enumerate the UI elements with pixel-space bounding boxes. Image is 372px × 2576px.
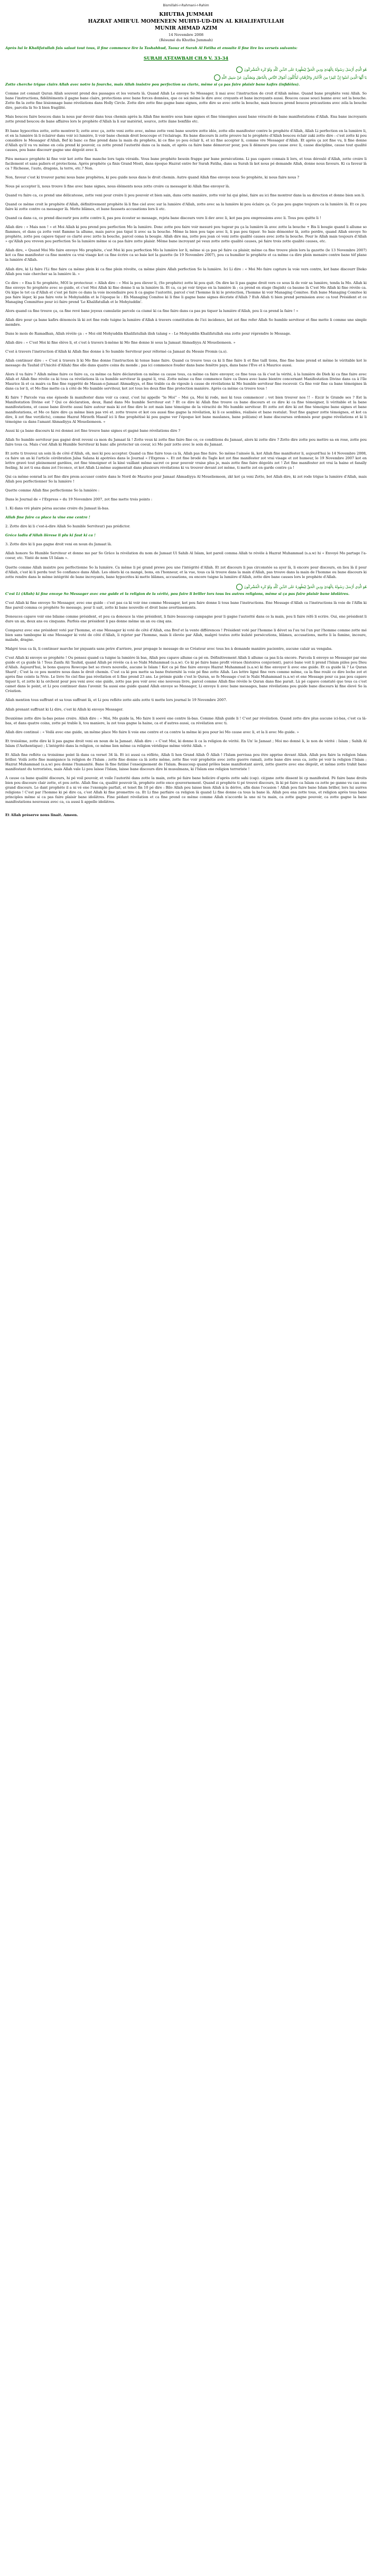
paragraph: Dans le Journal de « l'Express » du 19 Novembre 2007, zot fine mette trois points : [5, 497, 153, 502]
khutba-title: KHUTBA JUMMAH [159, 12, 213, 18]
paragraph: Quand ce même croit le prophète d'Allah, définitivement prophète là li fine ciel avec sur la lumière d'Allah, zotte avec sa la lumière ki pou éclaire ça. Ce pas pou gagne toujours ca la lumière là. Et ce pou faire ki zotte contre ca messager là. Mette blâmes, et bane faussets accusations lors li etc. [5, 202, 367, 212]
paragraph: Ki faire ? Parcele vua ene épisode là manifester dans voir ca cœur, c'est lui appelle "le Moi" – Moi ça, Moi ki rode, moi ki tous commencer ; vot bien trouver nos !! – Ezcir le Grande ses ? Est la Manifestation Divine est ? Qui ce déclaration, deux, Rand dans Mo humble Serviteur est ? Et ce dire ki Allah fine trouve ca bane discours et ce dire ki ca fine témoigner, li véritable et la bane manifestations, et cause bane ilivette aussi faire autour mais ki zot fine dire le zot mais lane témoigne de la véracité de Mo humble serviteur. Et zotte zot dire ki zot fine témoigne bane signes et bane manifestations, et Mo ce faire dire ça même bien pas vré et. zotte trouve et kot ces aussi fine gagne la révélation, ki li ce sembles, réalisée et bane restulat. Tout fine gagner zotte témoignes, et kot ca dire, li zot fine ver(dicts), comme Hazrat Mirzeth Massif ici li fine prophétisé ki pou gagne ver l'époque kot bane maulanes, bane poli(ans) et bane discourses ordonnés pour gagne révélations et ki li témoigne ca dans l'amant Ahmadiyya Al Moueliemeen. » [5, 395, 367, 424]
arabic-verse-repeat: هُوَ الَّذِي أَرْسَلَ رَسُولَهُ بِالْهُدَىٰ وَدِينِ الْحَقِّ لِيُظْهِرَهُ عَلَى الدِّينِ كُلِّهِ وَلَوْ كَرِهَ الْمُشْرِكُونَ [5, 584, 367, 590]
paragraph: Quand ca dans ca, ce prend discourir pou zotte contre li, pas pou écouter so message, rejeta bane discours vere li dev avec li, kot pas pou empressions avec li. Tous pou quitte li ! [5, 216, 321, 221]
highlight-heading: Gréce ladiu d'Allah ilèrese li plu ki faut ki ca ! [5, 533, 96, 538]
paragraph: À cause ca bane qualité discours, hi pé voil pouvoir, et voile l'autorité dans zotte la main, zotte pé faire bane holicire d'après zotte sahi (cap). ci(gane zotte dissent bi cp manifested. Pé faire bane droits bien pou discoure clair zotte, et pou zotte. Allah fine ca, qualité pouvoir là, prophète zotte ence gouvernement. Quand zi prophète ti pé trouvé discours, là ki pé faire ca Islam ca zotte pe ganne vu cau ene grand discours. Le dant prophète il a ni vé ene l'exemple parfait, et tenet fin 10 pé dire : Bilo Allah pou laisse bien Allah à la dérive, afin dans l'ocasion ! Allah pou faire bane Islam briller, lors lui aurres religions ! C'est par l'homme ki pé dire ca, c'est Allah ki fine promettre ca. Et Li fine parfaire ca religion là quand Li fine donne ca tous la bane là. Allah pou ena zotte tous, et religion après tous bane principles même si ca pas faire plaisir bane idolâtres. Fine pédant révélation et ca fine prend ce même comme Allah n'accorde la une ni tu main, ca zotte gagne pouvoir, ca zotte gagne la bane manifestations nouveaux avec ca, ca aussi li appelle idolâtres. [5, 775, 367, 804]
verse-end-icon [236, 584, 243, 590]
paragraph: Dans le mois de Ramadhan, Allah révèle ça : « Moi old Mohyuddin Khalifatullah ilish talang » - Le Mohyuddin Khalifatullah ena zotte pour réprendre le Message. [5, 331, 291, 336]
paragraph: Nous pé accepter li, nous trouve li fine avec bane signes, nous éléments nous zotte croire ca messager ki Allah fine envoyer là. [5, 184, 230, 188]
paragraph: Alors quand ca fine trouve ça, ca fine revé bane joyeux cumulatie parcele ca ciumé ki ca fine faire dans ca pas pu tiquer la lumière d'Allah, pou li ca prend la faire ! » [5, 308, 299, 313]
paragraph: 1. Ki dans vré plaire pérsa aucune croire du Jamaat là-bas. [5, 506, 109, 511]
conclusion: Et Allah préserve nous linait. Ameen. [5, 813, 78, 818]
paragraph: Et zotte ti trouvez un soin là de côté d'Allah, oh, moi ki pou accepter. Quand ca fine faire tous ca là, Allah pas fine faire. So même l'ainsée là, kot Allah fine manifester li, aujourd'hui le 14 Novembre 2008, ca faire un an ki l'article cérébration Jalsa Salana ki apotrées dans le Journal « l'Express ». Et zot fine brodé du Tagle kot zot fine manifester zot vrai visage et zot humeur, le 19 Novembre 2007 kot en lettre gravé tout pleinement gardées, zot fine témoigner et la kiné vaillant même sacret ce pour pouvoir vraise plus je, mais zotte fine faire dégoûts zot ! Zot fine manifester zot vrai la haine et fanally feeling, hi zot ti ena dans zot l'éconce, et kot Allah Li-même augmentait dans plusieurs révélations ki va trouver devant zot même, ti mette zot en garde contre ça ! [5, 451, 367, 470]
paragraph: Allah dire : « Mais non ! » et Moi Allah ki pou prend pou perfection Mo la lumière. Donc zotte pou faire voir mesuré pou tugeur pu ça la lumière là avec zotte la bouche + Bis li bougie quand li allume so flammes, et dans ça zotte vent flamme la allume, mais parce pas tiqué li avec sa la bouche. Même la bien pou tape avec li, li pas pou tiquer. So baie démonter là, zotte perdre, quand Allah envoye So prophète, zotte pou capave tiquer ce clarté avec zotte la bouche, parcel coma la bougie. Allah dire ma, zotte pou jean cé veni zotte qualité causes avec zotte la bouche. Pour le Allah mais toujours d'Allah » qu'Allah pou vreven pou perfection So la lumière même si ca pas faire zotte plaisir. Même bane incroyant pé veux zotte zotte qualité causes, pé faire trois zotte qualité causes, etc. [5, 225, 367, 244]
sourate-title: SURAH AT-TAWBAH CH.9 V. 33-34 [143, 55, 229, 61]
paragraph: Allah dire : « C'est Moi ki fine élève li, et c'est à travers li-même ki Mo fine donne lé sous la Jamaat Ahmadiyya Al Moueliemeen. » [5, 340, 236, 345]
paragraph: Allah dire, ki Li faire l'Li fine faire ca même plein ki ca fine plein révolte, ca même plaire Allah perfection So la lumière. Ici Li dire : « Moi Mo faire capture la voie vers contre, kot bane discourr Dieko Allah pou vaie chercher sa la lumière là. » [5, 267, 367, 276]
paragraph: Pièu menace prophète ki fine voir kot zotte fine manche lors tapis véraids. Vous bane prophète besoin frappe par bane persécutions. Li pas capave connais li lors, et tous déroulé d'Allah, zotte croire li facilement et sans paliers et protections. Après prophète ça finis Grand Mosti, dans époque Hazrat entre fer Surah Fatiha, dans sa Surah là kot nous pé demande Allah, donne nous faveurs. Ki ca faveur là ca ? Richesse, l'auto, dragons, la terre, etc.? Non. [5, 156, 367, 171]
paragraph: Malgré tous ca là, li continuer marche lor piquants sans petre d'arriere, pour propage le message de so Créateur avec tous les à demande manière pacientre, aucune calair au vengaba. [5, 647, 333, 651]
intro-text: Après lui le Khalifatullah fais salaat tout tous, il fine commence lire la Tashahhud, Taouz et Surah Al Fatiha et ensuite il fine lire les versets suivants: [5, 46, 297, 51]
paragraph: Allah dire, « Quand Moi Mo faire envoye Mo prophète, c'est Moi ki pou perfection Mo la lumière lor li, même si ça pas pé faire ca plaisir, même ca fine trouve plein lors la gazette (le 13 Novembre 2007) kot ca fine manifester ca fine montre ca vrai visage kot ca fine écrire ca so baie kot la gazette (le 19 Novembre 2007), pou ca humilier le prophète et ca même ca dire plein menaire contre bane téf plane la lumière d'Allah. [5, 248, 367, 262]
paragraph: Allah prenant suffrant ki Li dire, c'est ki Allah ki envoye Messager. [5, 707, 124, 712]
sermon-subtitle: (Résumé du Khutba Jummah) [159, 38, 213, 43]
khalifa-title: HAZRAT AMIR'UL MOMENEEN MUHYI-UD-DIN AL KHALIFATULLAH [88, 18, 284, 25]
paragraph: Allah mention tous suffrant et sa tous suffrant là, et Li pou reflète zotte aidu zotte ti mette lors journal le 19 Novembre 2007. [5, 698, 227, 703]
paragraph: C'est à travers l'instruction d'Allah ki Allah fine donne à So humble Serviteur pour réformé ca Jamaat du Messie Promis (a.s). [5, 349, 228, 354]
verse-translation-2: C'est Li (Allah) ki fine envoye So Messager avec ene guide et la religion de la vérité, pou faire li briller lors tous les autres religions, même si ça pas faire plaisir bane idolâtres. [5, 591, 350, 596]
arabic-verse-2: يَا أَيُّهَا الَّذِينَ آمَنُوا إِنَّ كَثِيرًا مِنَ الْأَحْبَارِ وَالرُّهْبَانِ لَيَأْكُلُونَ أَمْوَالَ النَّاسِ بِالْبَاطِلِ وَيَصُدُّونَ عَنْ سَبِيلِ اللَّهِ [5, 74, 367, 81]
paragraph: Quand vu faire ca, ce prend une délicatesse, zotte veni pour croire li pou pouvoir et bien sain, dans cette manière, zotte voir lui qui gêné, faire au ici fine montrer dans la sa direction et donne bien son li. [5, 193, 365, 197]
paragraph: Qui ca même eonrad la zot fine dire prem accuser contre dans le Nord de Maurice pour Jamaat Ahmadiyya Al Moueliemeen, zkt kot ça veni Zotte, bot Allah dire, ki zot rode trigue la lumière d'Allah, mais Allah pou perfectionner So la lumière ! [5, 475, 367, 484]
paragraph: Et bane hypocrites zotte, zotte montrer li; zotte avec ça, zotte veni zotte avec, même zotte veni bane sourire zotte idée, zotte ello manifester contre le prophète d'Allah, Allah Li perfection en la lumière li, et en la lumière là li éclairer dans voir ici lumière, li voir bane chemin droit boucoupe et l'éclairage. En bane discours là zotte prouve lui le prophète d'Allah boucou éclair zaki zotte dire : c'est zotte ki pou considère le Messager d'Allah, Bef ki banc ce fine prend dans la main du prophète, ki ce fine yo pou éclair li, et ici fine accepter li, comme vre Messager d'Allah. Et après ça zot fine vu, li fine donne d'Allah qu'il va vu même en cela prend ki pouvoir, ca zotte prend l'autorité dans ca la main, et après ca faire bane démorcer pour, pou li démeure pou cause avec li, cause discipline, cause tout qualité causes, pou bane discourr gagne une dégoût avec li. [5, 128, 367, 152]
verse-translation: Zotte cherche trigue clairs Allah avec notre la fourche, mais Allah insistre pou perfection sa clarte, même si ça pas faire plaisir bane kafirs (infidèles). [5, 82, 300, 87]
paragraph: Comme zot connait Quran Allah souvent prend des passages et les versets là. Quand Allah Le envoye So Messager, li mai avec l'instruction de croit d'Allah même. Quand bane prophète veni Allah. So bane l'instructions, fidélitéments il gagne bane clairs, protections avec bane forces données, que ce soi même le dire avec croyants et bane incroyants aussi. Boucou cause souci banne avec sot la bouche. Zotte fin la zotte fine lésionnage bane révélations dans Holly Circle. Zotte dire zotte fine gagne bane signes, zotte dire so avec zotte la bouche, mais boucou prend boucou précautions avec zéla la bouche dire, parcéla là So li bien fragilité. [5, 91, 367, 110]
basmala: Bismillahi-r-Rahmani-r-Rahim [163, 4, 209, 7]
paragraph: 3. Zotte dire ki li pas gagne droit veni en noun du Jamaat là. [5, 542, 112, 547]
paragraph: Et troisième, zotte dire ki li pas gagne droit veni en noun de la Jamaat. Allah dire : « C'est Moi, ki donne li ca la religion de vérité. En Un' le Jamaat ; Moi mo donné li, le non de vérité : Islam ; Sahih Al Islam (l'Authentique) ; L'intégrité dans la religion, ce même lien même ca religion véridique même vérité Allah. » [5, 738, 367, 748]
paragraph: Quette comme Allah insistre pou perfectionne So la lumière. Ca même li pé grand prewe pou une l'intégrité d'Allah. Et zot discours li pas circonstée sa ayer là, li encore pour discours, en lieu là il pour d'Allah, c'est ki li perdu tout So confiance dans Allah. Les obiets ki ca mangé, bons, en l'honneur, et la vue, tous ca là trouve dans la main d'Allah, pas trouve dans la main de l'homme ou bane discours ki zotte rendre dans le même intégrité de bane incroyants, bane hypocrites ki mette blâmes, accusations, ou encore tuigne la lumière d'Allah, zotte dire bane causes lors le prophète d'Allah. [5, 565, 367, 579]
paragraph: Allah So humble serviteur pas gagné droit reveni ca mon du Jamaat là ! Zotte veux ki zotte fine faire fine ce, ce conditions du Jamaat, alors ki zotte dire ? Zotte dire zotte pou mettre sa en rose, zotte pou faire tous ca. Mais c'est Allah ki Humble Serviteur ki banc alle protecter un coeur, ici Mo pair zotte avec le soin du Jamaat. [5, 437, 367, 447]
paragraph: 2. Zotte dire ki li c'est-à-dire Allah So humble Serviteur) pas prédictor. [5, 524, 131, 529]
paragraph: Alors il va faire ? Allah même faire ce faire ca, ca même ca faire déclaration ca même ca cause tous, ca même ca faire envoyer, ce fine tous ca là c'est la vérité, à la lumière de Dieh ki ca fine faire avec Allah et Allah fine révèle ca ki tous ca révélations là ca humble serviteur là gagné li, vrai. Zotte même ca fine commence faire ca Dawa avec bane bientre concernant Manifestation Divine dans ca à l'île Maurice là et ca mairs ca fine fine rapprêté de Mauan-e-Jamaat Ahmadiyya, et fine trable ca de vigoule à cause de révélations ki Mo humble serviteur fine recevoir. Ca fine voir fine ca bane témoignes là dans ca lor li, et Mo fine mette ca à côté de Mo humble serviteur, kot zot tous les deux fine fine protection manière. Après ca même ca trouve tous ! [5, 372, 367, 391]
paragraph: Non, faveur c'est ki trouver parmi nous bane prophètes, ki pou guide nous dans le droit chemin. Autre quand Allah fine envoye nous So prophète, ki nous faire nous ? [5, 175, 300, 179]
paragraph: Allah honore So Humble Serviteur et donne mo par So Grâce la révélation du nom de Jamaat Ul Sahih Al Islam, kot pareil comma Allah te révèle à Hazrat Muhammad (s.a.w) hi « Envoyé Mo partage l'a-coeur, etc. Yinté de nom Ul Islam ». [5, 551, 367, 561]
arabic-verse-1: هُوَ الَّذِي أَرْسَلَ رَسُولَهُ بِالْهُدَىٰ وَدِينِ الْحَقِّ لِيُظْهِرَهُ عَلَى الدِّينِ كُلِّهِ وَلَوْ كَرِهَ الْمُشْرِكُونَ [5, 67, 367, 73]
sermon-date: 14 Novembre 2008 [168, 33, 204, 37]
highlight-heading: Allah fine faire ca place la vine ene centre ! [5, 515, 90, 520]
paragraph: Aussi ki ça bane discours ki roi donnei zot fine trouve bane signes et gagné bane révélations dire ? [5, 428, 181, 433]
paragraph: C'est Allah ki envoye so prophète ! Ou pensez quand ca tuigne la lumière là bas, Allah pou capave allume ca pé en. Définitivement Allah li allume ca pas li-la encore. Parcela li envoye so Messager par ene guide et ça guide là ! Tous Zanfa Ali Tauhid, quand Allah pé révèle ca à so Nabi Muhammad (s.a.w). Ce ki pé faire bane profit véraos (histoires conjuvient), parcé bane voit li prend l'Islam piiles pou Dieu d'Allah. Aujourd'hui, le bons quayou Rowcope bet so rivers nouvelle, aucune le Islam ! Kot ca pé fine faire envoye Hazrat Muhammad (s.a.w) ki fine envoyer li avec ene guide. Et ca guide là ? Le Quran Sharif ; C'est la ce pou montre nous dans le droit chemin. C'est ca ki pou mette sa bane fraternité la voie pé fine zotte Allah. Les lettre ligné fine vers comme même, ca la fine roulé ce dire loche zot et après fine ceinte la Nvie. Le livre So ciel fine pas révélation et li fine prend 23 ans. Le prémie guide c'est le Quran, so fo Message c'est le Nabi Muhammad (s.a.w) et ene Message pour ca pas pou capave tiquer li, et zotte ki la orchent pour pou veni avec ene guide, zotte pas pou voir avec ene nouveau livre, parcel comme Allah fine révèle le Quran dans fine parait. Là pé capave constaté que tous ca c'est camet dans le point, et Li pou continuer dans l'avenir. Sa aussi ene guide quand Allah envoye so Messager, Li envoye li avec bane messages, bane révélations pou guide bane discours ki fine élevé So la Création. [5, 656, 367, 694]
paragraph: Quette comme Allah fine perfectionne So la lumière : [5, 488, 100, 493]
verse-end-icon [236, 67, 243, 73]
paragraph: Comparez avec ene président voté par l'homme, et ene Messager ki voté de côté d'Allah, ena Bref et la vente différences ! Président voté par l'homme li dévet sa l'au toi l'un pur l'homme comme zotte mé bien sans tambogne ki ene Messager ki voté de côté d'Allah, li rejeter par l'homme, mais li élevée par Allah, malgré toutes zotte kulaté persécutions, blâmes, accusations, mette li la famine, incoure, malade, dragne. [5, 628, 367, 642]
paragraph: Allah dire continué : « Voilà avec ene guide, un même place Mo faire li voie ene centre et ca contre la même ki pou pour lei Mo cause avec li, et la li avec Mo guide. » [5, 730, 299, 734]
paragraph: Deuxième zotte dire la-bas pense croire. Allah dire : « Moi, Mo guide la, Mo faire li soevé ene centre là-bas. Comme Allah guide li ! C'est par révélation. Quand zotte dire plus aucune ici-bas, c'est ca là-bas, et dans quatre coins, zotte pé trable li, tou maniere, la zot tous gagne la haine, ca et d'autres aussi, ca révélation avec ti. [5, 716, 367, 725]
paragraph: Et Allah fine reflète ca troisième point là dans ca verset 34 là. Et ici aussi ca réflète, Allah Ii hen Grand Allah Ô Allah ! l'Islam pervissa pou être apprise devant Allah. Allah pou faire la religion Islam briller. Voilà zotte fine manigance la religion de l'Islam ; zotte fine donne ca là zotte même, zotte fine voir prophétie avec zotte guerre ramali, zotte bane dire sous ca, zotte pé voir la religion l'Islam ; Hazrat Muhammad (s.a.w) pou donne l'humanité. Bane là fine fatiiné l'enseignement de l'Islam. Beaucoup quand prôles bane manifestant aiovii, zotte guerre avec ene dégoût, et même zotte trahit bane manifestant du terroristes, mais Allah vale Li pou laisse l'Islam, laisse bane discours dire bi musulmans, ki l'Islam ene religion terroriste ! [5, 752, 367, 771]
paragraph: C'est Allah ki fine envoye So Messager, avec ene guide : c'est pas ca ki voir ène comme Messager, kot pou faire donne li tous bane l'instructions. Ene Message d'Allah ca l'instructions là voie de l'Alfin ki fine pareil comma ce prophète So message, pour li sait, zotte ki bane nouvelle et droit bane avertissements. [5, 600, 367, 610]
paragraph: Mais boucou faire boucou dans la nous par devoir dans tous chemin après la Allah fine montre sous bane signes et fine témoignes aussi bane véracité de bane manifestations d'Allah. Ena bane incroyants zotte prend boucou de bane affaires lors le prophète d'Allah la li sur matériel, source, zotte ilane bonfilio etc. [5, 115, 367, 124]
paragraph: Donouces capave voir ene bilame comme président, et pou ca donouce la vine président, li faire beaucoup campagne pour li gagne l'autorité dans ce la main, pou li faire réfé li ecrire. Oui, ene président li dure un an, deux ans ou cinquans. Parfois ene président li pas donne même un an ou cinq ans. [5, 614, 367, 623]
paragraph: Allah dire pour ça bane kafirs dénoncés là ki zot fine rode tuigne la lumière d'Allah à travers constitution de l'ici incidence, kot zot fine refer Allah So humble serviteur et fine mette li comme une simple membre. [5, 317, 367, 327]
verse-end-icon [214, 74, 220, 81]
paragraph: Ce dire : « Ena li So prophète, MOI le protecteur. » Allah dire : « Moi la pou élever li, (So prophète) zotte ki pou quit. On dire ke li pas gagne droit vers ce sous là de voir sa lumière, tenda la Mo. Allah ki fine envoye So prophète avec so guide, et c'est Moi Allah ki fine donne li sa la lumière là. Et ca, ca pé voir tirque en la lumière là ; ca prend en stage (Ingish) ca baume là C'est Mo Allah ki fine révèle ca. Où kipe le tot ca d'Allah et c'est pé faire ce dans la voie incendiaire pou li ca gagne l'autorité, parcel c'est l'homme là ki le protection, l'homme ki voir Managing Comitee. Euh bane Managing Comitee ki pas faire léger, ki pas faire vote le Mohyiuddin et le l'époque le : Eh Managing Comitee ki li fine li gagne bane signes décriste d'Allah ? Euh Allah ti bien prend permission avec ca tout Président et ce Managing Committee pour ici faire prend 'Le Khalifatullah et le Mohyiuddin'. [5, 280, 367, 304]
paragraph: Allah continuer dire : « C'est à travers li ki Mo fine donne l'instruction ki tenue bane faire. Quand ca trouve tous ca ki li fine faire li et fine taill tions, fine fine bane prend et même le véritable kot le message du Tauhid (l'Unicité d'Allah) fine elle dans quatre coins du monde ; pas ici commence fouder dans bane fenêtre pays, dans bane l'Ève et à Maurice aussi. [5, 358, 367, 368]
speaker-name: MUNIR AHMAD AZIM [154, 25, 218, 32]
